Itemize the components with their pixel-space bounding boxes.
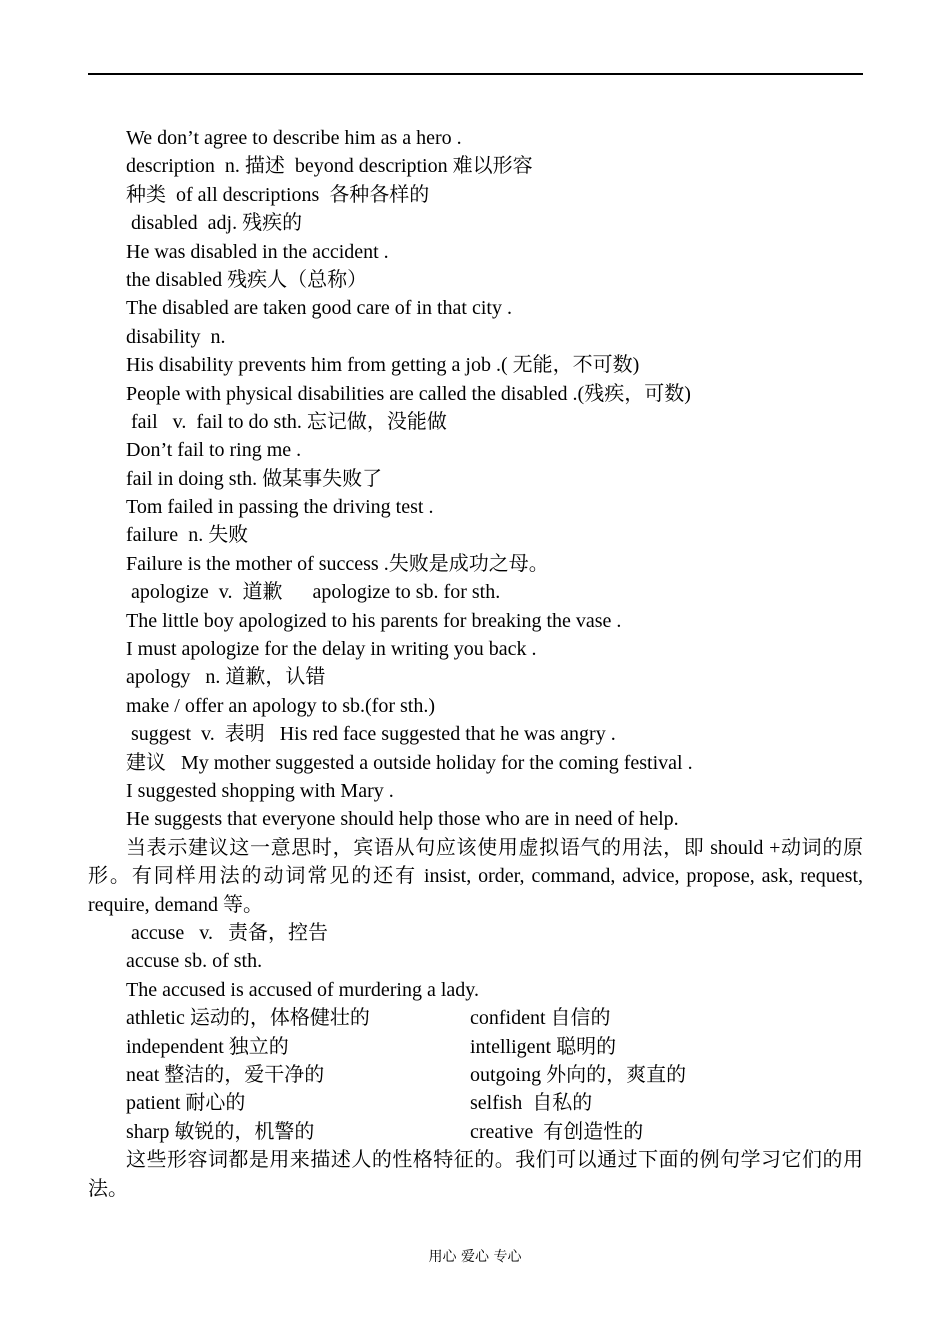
adjective-left: neat 整洁的，爱干净的 xyxy=(126,1063,325,1086)
text-line: apology n. 道歉，认错 xyxy=(126,666,326,689)
text-line: disabled adj. 残疾的 xyxy=(126,212,303,235)
text-line: He suggests that everyone should help those who are in need of help. xyxy=(126,808,679,831)
paragraph-subjunctive-note: 当表示建议这一意思时，宾语从句应该使用虚拟语气的用法，即 should +动词的原形。有同样用法的动词常见的还有 insist, order, command, advice, propose, ask, request, require, demand 等。 xyxy=(88,836,863,916)
text-line: accuse v. 责备，控告 xyxy=(126,921,328,944)
adjective-right: selfish 自私的 xyxy=(470,1092,593,1115)
text-line: The disabled are taken good care of in that city . xyxy=(126,297,512,320)
adjective-row xyxy=(88,1033,863,1061)
text-line: disability n. xyxy=(126,325,226,348)
page-footer: 用心 爱心 专心 xyxy=(428,1249,522,1265)
adjective-right: creative 有创造性的 xyxy=(470,1120,644,1143)
text-line: The accused is accused of murdering a lady. xyxy=(126,978,479,1001)
adjective-right: confident 自信的 xyxy=(470,1007,611,1030)
text-line: 建议 My mother suggested a outside holiday for the coming festival . xyxy=(126,751,693,774)
text-line: I must apologize for the delay in writing you back . xyxy=(126,638,537,661)
document-body xyxy=(88,124,863,1203)
text-line: 种类 of all descriptions 各种各样的 xyxy=(126,183,430,206)
adjective-left: sharp 敏锐的，机警的 xyxy=(126,1120,315,1143)
adjective-row xyxy=(88,1061,863,1089)
text-line: People with physical disabilities are called the disabled .(残疾，可数) xyxy=(126,382,691,405)
text-line: make / offer an apology to sb.(for sth.) xyxy=(126,694,435,717)
paragraph-adjective-usage: 这些形容词都是用来描述人的性格特征的。我们可以通过下面的例句学习它们的用法。 xyxy=(88,1149,863,1200)
text-line: apologize v. 道歉 apologize to sb. for sth. xyxy=(126,581,501,604)
text-line: suggest v. 表明 His red face suggested that he was angry . xyxy=(126,723,616,746)
text-line: fail v. fail to do sth. 忘记做，没能做 xyxy=(126,410,447,433)
text-line: He was disabled in the accident . xyxy=(126,240,389,263)
adjective-left: athletic 运动的，体格健壮的 xyxy=(126,1007,370,1030)
adjective-row xyxy=(88,1004,863,1032)
adjective-right: intelligent 聪明的 xyxy=(470,1035,617,1058)
text-line: Failure is the mother of success .失败是成功之母。 xyxy=(126,552,549,575)
adjective-right: outgoing 外向的，爽直的 xyxy=(470,1063,687,1086)
adjective-row xyxy=(88,1089,863,1117)
text-line: Tom failed in passing the driving test . xyxy=(126,496,434,519)
text-line: We don’t agree to describe him as a hero . xyxy=(126,127,462,149)
text-line: The little boy apologized to his parents for breaking the vase . xyxy=(126,609,622,632)
text-line: the disabled 残疾人（总称） xyxy=(126,268,368,291)
text-line: failure n. 失败 xyxy=(126,524,249,547)
text-line: description n. 描述 beyond description 难以形容 xyxy=(126,155,533,178)
header-rule xyxy=(88,73,863,75)
adjective-left: patient 耐心的 xyxy=(126,1092,246,1115)
text-line: His disability prevents him from getting a job .( 无能，不可数) xyxy=(126,354,640,377)
text-line: I suggested shopping with Mary . xyxy=(126,779,394,802)
text-line: accuse sb. of sth. xyxy=(126,950,263,973)
adjective-left: independent 独立的 xyxy=(126,1035,289,1058)
text-line: fail in doing sth. 做某事失败了 xyxy=(126,467,383,490)
adjective-row xyxy=(88,1118,863,1146)
text-line: Don’t fail to ring me . xyxy=(126,439,302,462)
